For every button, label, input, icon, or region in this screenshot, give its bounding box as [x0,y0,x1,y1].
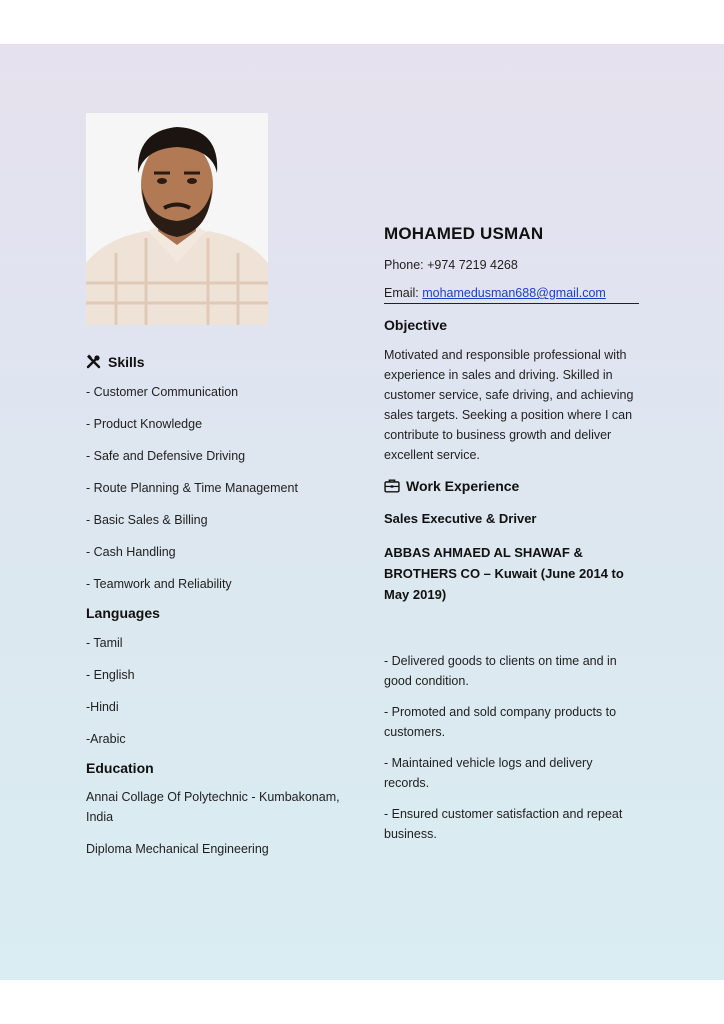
phone-line: Phone: +974 7219 4268 [384,258,518,272]
duty-item: - Maintained vehicle logs and delivery records. [384,756,593,790]
skill-item: - Route Planning & Time Management [86,481,298,495]
duty-item: - Promoted and sold company products to customers. [384,705,617,739]
duty-item: - Delivered goods to clients on time and in good condition. [384,654,617,688]
education-heading [86,760,361,776]
skill-item: - Customer Communication [86,385,239,399]
skills-list [86,382,361,594]
education-item: Annai Collage Of Polytechnic - Kumbakonam, India [86,790,340,824]
briefcase-icon [384,478,400,494]
language-item: -Hindi [86,700,119,714]
skill-item: - Cash Handling [86,545,176,559]
work-title: Work Experience [406,478,520,494]
skill-item: - Product Knowledge [86,417,203,431]
language-item: - English [86,668,135,682]
person-photo-icon [86,113,268,325]
languages-list [86,633,361,749]
profile-photo [86,113,268,325]
job-company: ABBAS AHMAED AL SHAWAF & BROTHERS CO – Kuwait (June 2014 to May 2019) [384,545,624,602]
skill-item: - Teamwork and Reliability [86,577,232,591]
tools-icon [86,354,102,370]
resume-page [0,44,724,980]
work-heading [384,478,640,494]
skill-item: - Safe and Defensive Driving [86,449,246,463]
education-title: Education [86,760,154,776]
left-column [86,354,361,859]
email-line [384,286,640,300]
right-column [384,224,640,844]
education-item: Diploma Mechanical Engineering [86,842,269,856]
objective-text: Motivated and responsible professional with experience in sales and driving. Skilled in customer service, safe driving, and achieving sales targets. Seeking a position where I can contribute to business growth and deliver excellent service. [384,348,634,462]
languages-heading [86,605,361,621]
skill-item: - Basic Sales & Billing [86,513,208,527]
languages-title: Languages [86,605,160,621]
skills-title: Skills [108,354,145,370]
email-label: Email: [384,286,423,300]
language-item: -Arabic [86,732,126,746]
job-role: Sales Executive & Driver [384,511,537,526]
objective-title: Objective [384,317,448,333]
education-list [86,787,361,859]
duties-list [384,651,640,844]
candidate-name: MOHAMED USMAN [384,224,544,243]
skills-heading [86,354,361,370]
duty-item: - Ensured customer satisfaction and repeat business. [384,807,623,841]
objective-heading [384,317,640,333]
language-item: - Tamil [86,636,123,650]
email-link[interactable]: mohamedusman688@gmail.com [422,286,606,300]
